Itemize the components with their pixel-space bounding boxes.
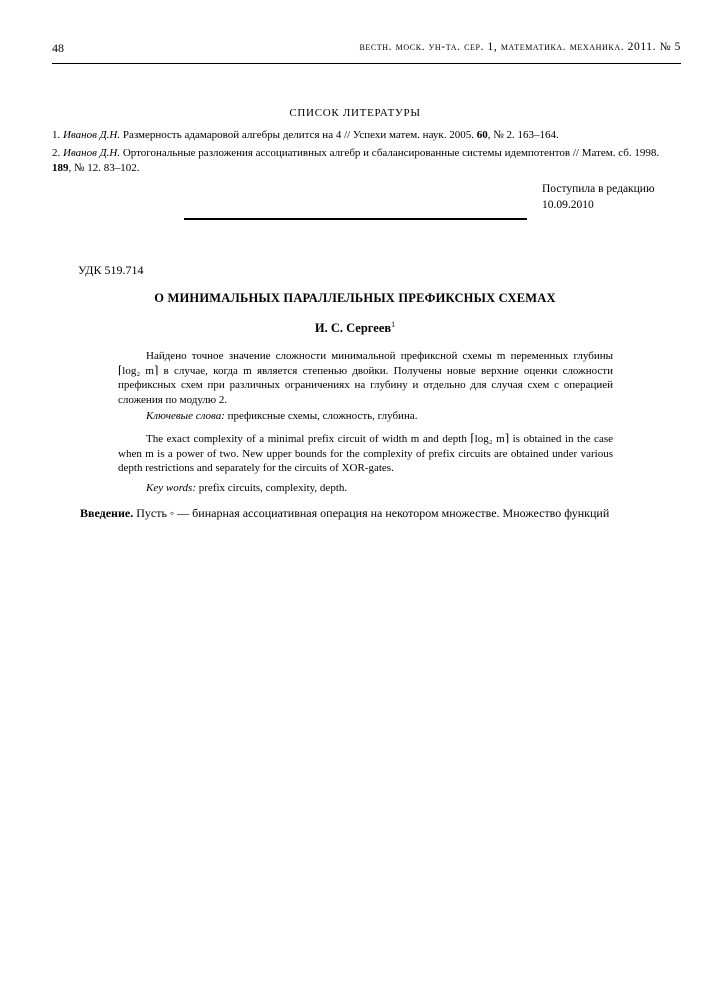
article-title: О МИНИМАЛЬНЫХ ПАРАЛЛЕЛЬНЫХ ПРЕФИКСНЫХ СХЕМАХ bbox=[154, 291, 556, 305]
section-separator bbox=[184, 218, 527, 220]
reference-author: Иванов Д.Н. bbox=[63, 129, 121, 141]
running-title: вестн. моск. ун-та. сер. 1, математика. механика. 2011. № 5 bbox=[359, 41, 681, 53]
page-number: 48 bbox=[52, 41, 64, 55]
received-note: Поступила в редакцию 10.09.2010 bbox=[542, 183, 655, 211]
references-heading: СПИСОК ЛИТЕРАТУРЫ bbox=[289, 107, 421, 119]
running-header bbox=[52, 41, 681, 59]
udk-code: УДК 519.714 bbox=[78, 263, 144, 277]
reference-author: Иванов Д.Н. bbox=[63, 147, 121, 159]
introduction-paragraph: Введение. Пусть ◦ — бинарная ассоциативная операция на некотором множестве. Множество функций bbox=[80, 506, 610, 520]
keywords-english: Key words: prefix circuits, complexity, depth. bbox=[146, 482, 348, 494]
footnote-mark: 1 bbox=[391, 320, 396, 329]
keywords-russian: Ключевые слова: префиксные схемы, сложность, глубина. bbox=[146, 410, 418, 422]
header-rule bbox=[52, 63, 681, 64]
abstract-russian: Найдено точное значение сложности минимальной префиксной схемы m переменных глубины ⌈log₂ m⌉ в случае, когда m является степенью двойки. Получены новые верхние оценки сложности префиксных схем при различных ограничениях на глубину и отдельно для случая схем с операцией сложения по модулю 2. bbox=[118, 350, 613, 406]
article-author: И. С. Сергеев$^1$ bbox=[314, 320, 396, 336]
abstract-english: The exact complexity of a minimal prefix circuit of width m and depth ⌈log₂ m⌉ is obtained in the case when m is a power of two. New upper bounds for the complexity of prefix circuits are obtained under various depth restrictions and separately for the circuits of XOR-gates. bbox=[118, 433, 613, 475]
introduction-heading: Введение. bbox=[80, 506, 134, 520]
reference-item: 1. Иванов Д.Н. Размерность адамаровой алгебры делится на 4 // Успехи матем. наук. 2005. 60, № 2. 163–164. bbox=[52, 129, 559, 141]
reference-item: 2. Иванов Д.Н. Ортогональные разложения ассоциативных алгебр и сбалансированные системы идемпотентов // Матем. сб. 1998. 189, № 12. 83–102. bbox=[52, 147, 660, 174]
